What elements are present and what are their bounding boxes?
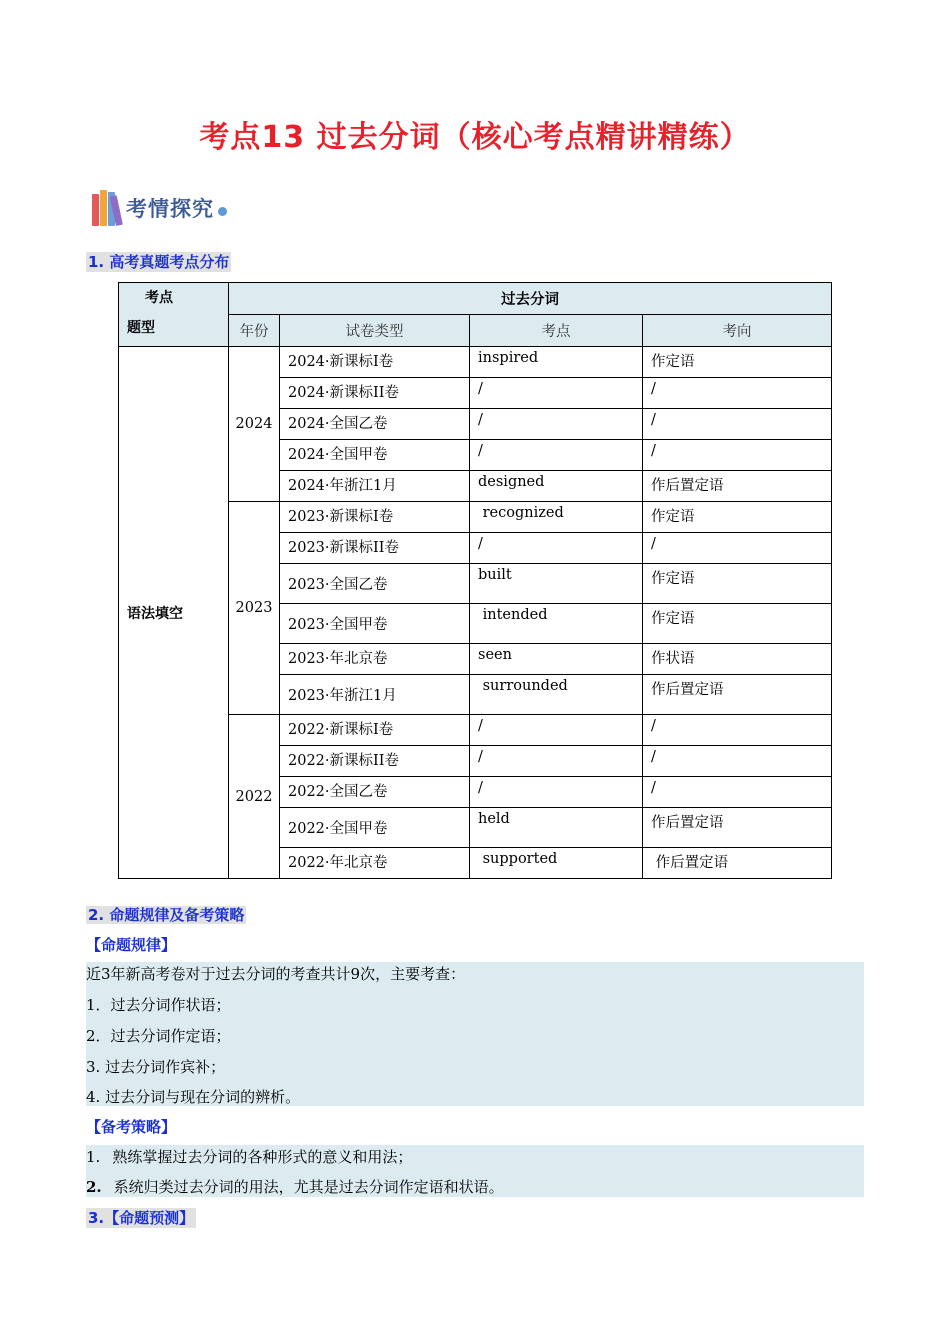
rules-line: 3. 过去分词作宾补； bbox=[86, 1058, 226, 1076]
point-cell: inspired bbox=[470, 347, 643, 378]
point-cell: built bbox=[470, 564, 643, 604]
paper-cell: 2022·全国甲卷 bbox=[280, 808, 470, 848]
year-cell: 2024 bbox=[229, 347, 280, 502]
point-cell: intended bbox=[470, 604, 643, 644]
usage-cell: 作后置定语 bbox=[643, 675, 832, 715]
rules-line: 4. 过去分词与现在分词的辨析。 bbox=[86, 1088, 301, 1106]
usage-cell: / bbox=[643, 777, 832, 808]
section3-heading: 3.【命题预测】 bbox=[88, 1209, 195, 1227]
paper-cell: 2023·年浙江1月 bbox=[280, 675, 470, 715]
point-cell: / bbox=[470, 533, 643, 564]
rules-label: 【命题规律】 bbox=[86, 936, 177, 954]
books-icon bbox=[92, 190, 124, 226]
paper-cell: 2023·新课标II卷 bbox=[280, 533, 470, 564]
corner-bottom: 题型 bbox=[127, 320, 155, 336]
point-cell: supported bbox=[470, 848, 643, 879]
paper-cell: 2024·年浙江1月 bbox=[280, 471, 470, 502]
point-cell: / bbox=[470, 715, 643, 746]
year-cell: 2022 bbox=[229, 715, 280, 879]
strategy-num: 1. bbox=[86, 1148, 101, 1166]
usage-cell: / bbox=[643, 533, 832, 564]
point-cell: designed bbox=[470, 471, 643, 502]
paper-cell: 2024·新课标I卷 bbox=[280, 347, 470, 378]
page-title: 考点13 过去分词（核心考点精讲精练） bbox=[199, 120, 751, 155]
col-header-usage: 考向 bbox=[643, 315, 832, 347]
col-header-paper: 试卷类型 bbox=[280, 315, 470, 347]
point-cell: surrounded bbox=[470, 675, 643, 715]
year-cell: 2023 bbox=[229, 502, 280, 715]
paper-cell: 2023·全国甲卷 bbox=[280, 604, 470, 644]
usage-cell: 作定语 bbox=[643, 502, 832, 533]
usage-cell: / bbox=[643, 746, 832, 777]
col-header-point: 考点 bbox=[470, 315, 643, 347]
point-cell: / bbox=[470, 378, 643, 409]
category-cell: 语法填空 bbox=[119, 347, 229, 879]
section2-heading bbox=[86, 905, 246, 925]
point-cell: / bbox=[470, 777, 643, 808]
point-cell: recognized bbox=[470, 502, 643, 533]
banner-title: 考情探究 bbox=[126, 197, 214, 221]
paper-cell: 2023·全国乙卷 bbox=[280, 564, 470, 604]
paper-cell: 2022·新课标I卷 bbox=[280, 715, 470, 746]
paper-cell: 2023·新课标I卷 bbox=[280, 502, 470, 533]
usage-cell: 作状语 bbox=[643, 644, 832, 675]
point-cell: seen bbox=[470, 644, 643, 675]
section1-heading: 1. 高考真题考点分布 bbox=[88, 253, 230, 271]
section2-heading-text: 2. 命题规律及备考策略 bbox=[88, 906, 245, 924]
usage-cell: / bbox=[643, 440, 832, 471]
strategy-text: 熟练掌握过去分词的各种形式的意义和用法； bbox=[112, 1148, 413, 1166]
paper-cell: 2023·年北京卷 bbox=[280, 644, 470, 675]
usage-cell: 作定语 bbox=[643, 604, 832, 644]
paper-cell: 2022·全国乙卷 bbox=[280, 777, 470, 808]
usage-cell: / bbox=[643, 409, 832, 440]
rules-line: 2．过去分词作定语； bbox=[86, 1027, 231, 1045]
corner-cell bbox=[119, 283, 229, 347]
paper-cell: 2024·全国甲卷 bbox=[280, 440, 470, 471]
point-cell: held bbox=[470, 808, 643, 848]
paper-cell: 2024·新课标II卷 bbox=[280, 378, 470, 409]
rules-line: 近3年新高考卷对于过去分词的考查共计9次，主要考查： bbox=[86, 965, 466, 983]
point-cell: / bbox=[470, 746, 643, 777]
section-banner bbox=[92, 188, 227, 228]
paper-cell: 2022·新课标II卷 bbox=[280, 746, 470, 777]
strategy-label: 【备考策略】 bbox=[86, 1118, 177, 1136]
strategy-item bbox=[86, 1177, 504, 1197]
usage-cell: / bbox=[643, 715, 832, 746]
usage-cell: / bbox=[643, 378, 832, 409]
point-cell: / bbox=[470, 409, 643, 440]
usage-cell: 作后置定语 bbox=[643, 471, 832, 502]
usage-cell: 作后置定语 bbox=[643, 848, 832, 879]
exam-distribution-table bbox=[118, 282, 832, 879]
main-header: 过去分词 bbox=[229, 283, 832, 315]
usage-cell: 作定语 bbox=[643, 347, 832, 378]
strategy-text: 系统归类过去分词的用法，尤其是过去分词作定语和状语。 bbox=[113, 1178, 504, 1196]
strategy-num: 2. bbox=[86, 1178, 102, 1196]
usage-cell: 作后置定语 bbox=[643, 808, 832, 848]
table-row bbox=[119, 347, 832, 378]
strategy-item bbox=[86, 1147, 412, 1167]
dot-icon bbox=[218, 207, 227, 216]
paper-cell: 2022·年北京卷 bbox=[280, 848, 470, 879]
table-header-row bbox=[119, 283, 832, 315]
col-header-year: 年份 bbox=[229, 315, 280, 347]
corner-top: 考点 bbox=[145, 290, 173, 306]
point-cell: / bbox=[470, 440, 643, 471]
usage-cell: 作定语 bbox=[643, 564, 832, 604]
rules-line: 1．过去分词作状语； bbox=[86, 996, 231, 1014]
paper-cell: 2024·全国乙卷 bbox=[280, 409, 470, 440]
